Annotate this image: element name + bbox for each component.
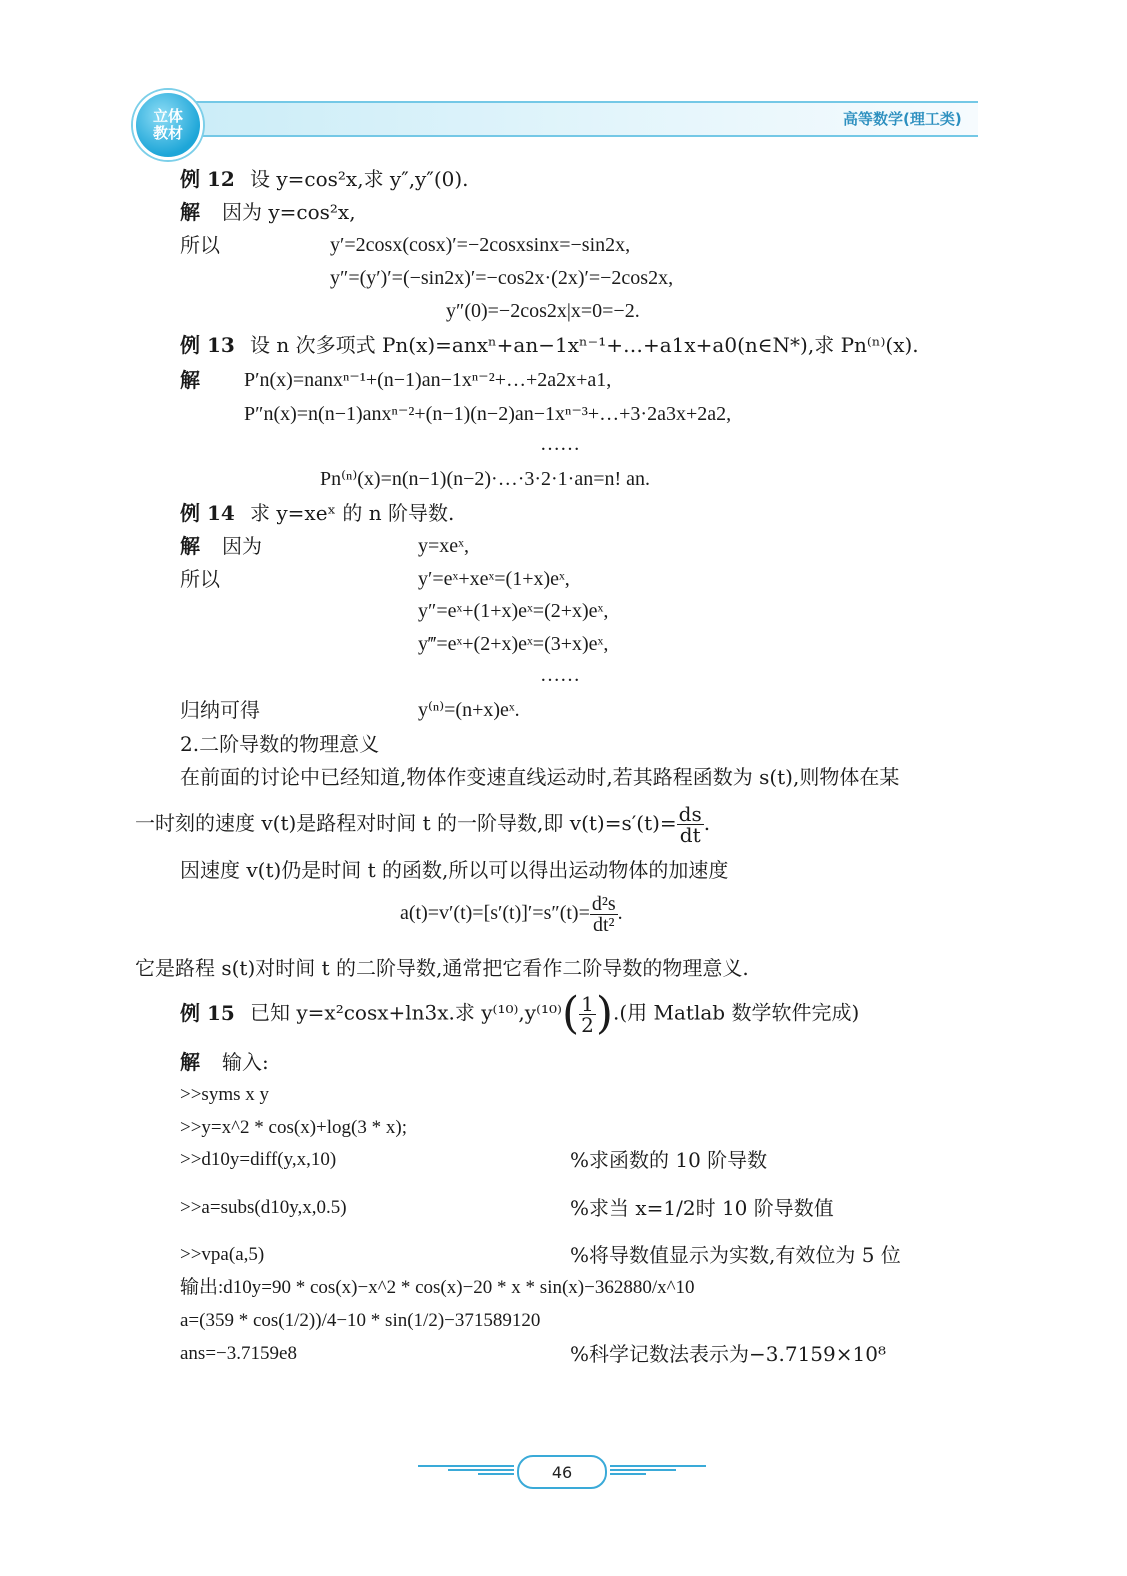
section-paragraph-1b: 一时刻的速度 v(t)是路程对时间 t 的一阶导数,即 v(t)=s′(t)= $\frac{ds}{dt}$ . <box>135 802 711 847</box>
ex12-eq2: y″=(y′)′=(−sin2x)′=−cos2x·(2x)′=−2cos2x, <box>330 267 674 289</box>
left-paren: ( <box>561 988 580 1039</box>
half-fraction <box>579 991 596 1037</box>
book-title: 高等数学(理工类) <box>843 110 962 128</box>
ex13-problem: 设 n 次多项式 Pn(x)=anxⁿ+an−1xⁿ⁻¹+…+a1x+a0(n∈N*),求 Pn⁽ⁿ⁾(x). <box>250 333 919 357</box>
ex12-solution-label: 解 <box>180 200 200 224</box>
footer-deco-right <box>606 1462 706 1476</box>
acceleration-fraction-denominator: dt² <box>592 914 615 936</box>
section-heading: 2.二阶导数的物理意义 <box>180 732 380 756</box>
ex14-dots: …… <box>540 664 580 686</box>
footer-deco-left <box>418 1462 518 1476</box>
ex13-solution-label: 解 <box>180 368 200 392</box>
section-paragraph-1a: 在前面的讨论中已经知道,物体作变速直线运动时,若其路程函数为 s(t),则物体在某 <box>180 765 900 789</box>
output-line-1: 输出:d10y=90 * cos(x)−x^2 * cos(x)−20 * x * sin(x)−362880/x^10 <box>180 1277 695 1298</box>
velocity-fraction-numerator: ds <box>678 802 702 826</box>
ex14-induct-label: 归纳可得 <box>180 698 260 722</box>
ex14-eq1: y′=eˣ+xeˣ=(1+x)eˣ, <box>418 568 570 590</box>
acceleration-equation: a(t)=v′(t)=[s′(t)]′=s″(t)= $\frac{\text{d²s}}{\text{dt²}}$ . <box>400 893 623 936</box>
acceleration-fraction-numerator: d²s <box>591 893 616 915</box>
ex12-so-label: 所以 <box>180 233 220 257</box>
half-denominator: 2 <box>581 1012 594 1037</box>
ex15-solution-label: 解 <box>180 1050 200 1074</box>
code-line-4: >>a=subs(d10y,x,0.5) <box>180 1197 347 1218</box>
ex12-problem: 设 y=cos²x,求 y″,y″(0). <box>250 167 469 191</box>
section-paragraph-2: 因速度 v(t)仍是时间 t 的函数,所以可以得出运动物体的加速度 <box>180 858 729 882</box>
ex12-eq1: y′=2cosx(cosx)′=−2cosxsinx=−sin2x, <box>330 234 631 256</box>
velocity-fraction <box>677 804 704 845</box>
ex14-so-label: 所以 <box>180 567 220 591</box>
ex14-eq3: y‴=eˣ+(2+x)eˣ=(3+x)eˣ, <box>418 633 609 655</box>
output-line-2: a=(359 * cos(1/2))/4−10 * sin(1/2)−371589120 <box>180 1310 541 1331</box>
right-paren: ) <box>595 988 614 1039</box>
ex15-input-label: 输入: <box>222 1050 269 1074</box>
ex14-eq0: y=xeˣ, <box>418 535 469 557</box>
code-comment-3: %求函数的 10 阶导数 <box>570 1148 768 1172</box>
ex13-eq1: P′n(x)=nanxⁿ⁻¹+(n−1)an−1xⁿ⁻²+…+2a2x+a1, <box>244 369 612 391</box>
ex13-eq2: P″n(x)=n(n−1)anxⁿ⁻²+(n−1)(n−2)an−1xⁿ⁻³+…+3·2a3x+2a2, <box>244 403 732 425</box>
code-line-2: >>y=x^2 * cos(x)+log(3 * x); <box>180 1117 407 1138</box>
ex15-problem-part-a: 已知 y=x²cosx+ln3x.求 y⁽¹⁰⁾,y⁽¹⁰⁾ <box>250 1000 562 1025</box>
section-paragraph-3: 它是路程 s(t)对时间 t 的二阶导数,通常把它看作二阶导数的物理意义. <box>135 956 749 980</box>
code-comment-5: %将导数值显示为实数,有效位为 5 位 <box>570 1243 901 1267</box>
ex12-solution-line: 因为 y=cos²x, <box>222 200 356 224</box>
ex14-problem: 求 y=xeˣ 的 n 阶导数. <box>250 501 455 525</box>
header-rule-bottom <box>150 135 978 137</box>
ex15-problem <box>250 988 860 1039</box>
acceleration-equation-text: a(t)=v′(t)=[s′(t)]′=s″(t)= <box>400 902 590 925</box>
half-numerator: 1 <box>581 991 594 1016</box>
ex12-label: 例 12 <box>180 167 235 191</box>
ex14-because: 因为 <box>222 534 262 558</box>
ex14-solution-label: 解 <box>180 534 200 558</box>
ex14-eq2: y″=eˣ+(1+x)eˣ=(2+x)eˣ, <box>418 600 609 622</box>
ex15-problem-part-b: .(用 Matlab 数学软件完成) <box>613 1000 860 1025</box>
output-comment-3: %科学记数法表示为−3.7159×10⁸ <box>570 1342 886 1366</box>
page-number: 46 <box>517 1455 607 1489</box>
code-line-1: >>syms x y <box>180 1084 269 1105</box>
code-comment-4: %求当 x=1/2时 10 阶导数值 <box>570 1196 834 1220</box>
section-paragraph-1b-text: 一时刻的速度 v(t)是路程对时间 t 的一阶导数,即 v(t)=s′(t)= <box>135 811 677 835</box>
ex13-dots: …… <box>540 433 580 455</box>
code-line-5: >>vpa(a,5) <box>180 1244 265 1265</box>
ex14-eq4: y⁽ⁿ⁾=(n+x)eˣ. <box>418 699 520 721</box>
acceleration-fraction <box>590 894 618 935</box>
code-line-3: >>d10y=diff(y,x,10) <box>180 1149 337 1170</box>
ex12-eq3: y″(0)=−2cos2x|x=0=−2. <box>446 300 640 322</box>
ex13-label: 例 13 <box>180 333 235 357</box>
ex13-eq3: Pn⁽ⁿ⁾(x)=n(n−1)(n−2)·…·3·2·1·an=n! an. <box>320 468 651 490</box>
velocity-fraction-denominator: dt <box>679 823 701 847</box>
output-line-3: ans=−3.7159e8 <box>180 1343 297 1364</box>
ex15-label: 例 15 <box>180 1001 235 1025</box>
badge-text: 立体教材 <box>152 107 183 142</box>
header-badge-logo <box>133 90 203 160</box>
ex14-label: 例 14 <box>180 501 235 525</box>
